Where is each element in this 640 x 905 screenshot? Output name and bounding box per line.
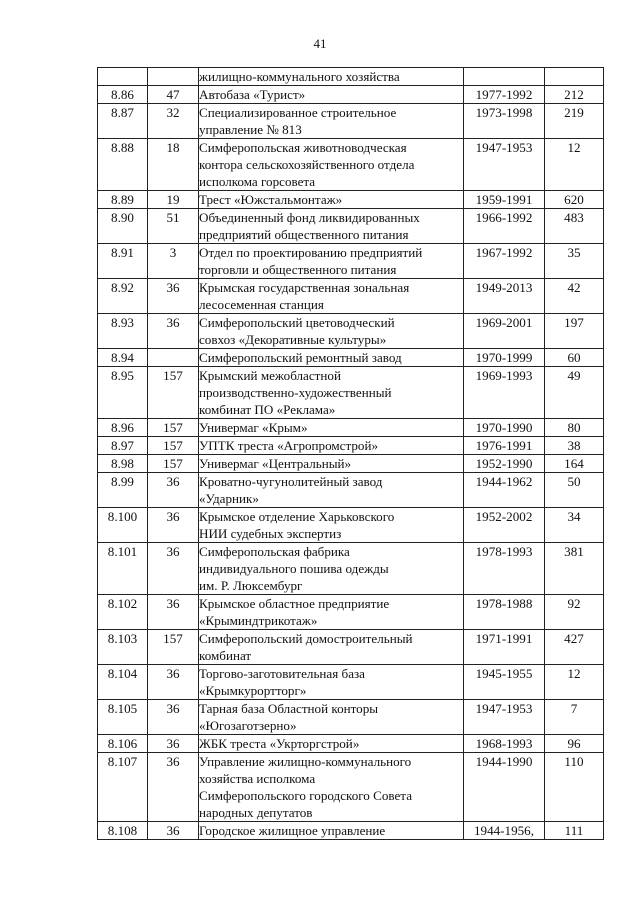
date-range: 1947-1953 — [464, 139, 545, 191]
date-range: 1976-1991 — [464, 437, 545, 455]
entry-number: 8.91 — [98, 244, 148, 279]
file-count: 620 — [545, 191, 604, 209]
fund-number — [148, 349, 199, 367]
entry-number: 8.87 — [98, 104, 148, 139]
entry-name-line: Крымское областное предприятие — [199, 596, 390, 611]
entry-name-line: «Ударник» — [199, 491, 259, 506]
table-row — [98, 665, 604, 700]
table-row — [98, 86, 604, 104]
entry-number: 8.99 — [98, 473, 148, 508]
table-row — [98, 735, 604, 753]
entry-name-line: Управление жилищно-коммунального — [199, 754, 412, 769]
entry-number: 8.96 — [98, 419, 148, 437]
entry-number: 8.102 — [98, 595, 148, 630]
entry-name-line: Универмаг «Центральный» — [199, 456, 352, 471]
date-range: 1970-1990 — [464, 419, 545, 437]
date-range: 1967-1992 — [464, 244, 545, 279]
entry-name — [199, 735, 464, 753]
entry-number: 8.88 — [98, 139, 148, 191]
file-count: 12 — [545, 665, 604, 700]
file-count: 12 — [545, 139, 604, 191]
entry-name-line: Тарная база Областной конторы — [199, 701, 379, 716]
date-range: 1973-1998 — [464, 104, 545, 139]
entry-name-line: Универмаг «Крым» — [199, 420, 308, 435]
file-count: 427 — [545, 630, 604, 665]
fund-number: 36 — [148, 822, 199, 840]
date-range: 1945-1955 — [464, 665, 545, 700]
table-row — [98, 279, 604, 314]
entry-name — [199, 595, 464, 630]
file-count: 381 — [545, 543, 604, 595]
entry-name-line: НИИ судебных экспертиз — [199, 526, 342, 541]
table-row-continuation — [98, 68, 604, 86]
table-row — [98, 419, 604, 437]
entry-number: 8.89 — [98, 191, 148, 209]
date-range: 1952-2002 — [464, 508, 545, 543]
table-row — [98, 139, 604, 191]
file-count: 111 — [545, 822, 604, 840]
entry-name-line: совхоз «Декоративные культуры» — [199, 332, 387, 347]
entry-name-line: Симферопольская фабрика — [199, 544, 350, 559]
file-count: 35 — [545, 244, 604, 279]
file-count: 80 — [545, 419, 604, 437]
file-count: 34 — [545, 508, 604, 543]
entry-name — [199, 700, 464, 735]
table-row — [98, 543, 604, 595]
entry-name-line: Городское жилищное управление — [199, 823, 386, 838]
fund-number: 51 — [148, 209, 199, 244]
entry-name-line: Автобаза «Турист» — [199, 87, 306, 102]
entry-number: 8.101 — [98, 543, 148, 595]
fund-number: 157 — [148, 437, 199, 455]
fund-number: 47 — [148, 86, 199, 104]
file-count: 164 — [545, 455, 604, 473]
entry-name-line: ЖБК треста «Укрторгстрой» — [199, 736, 360, 751]
entry-number: 8.95 — [98, 367, 148, 419]
entry-name-line: Кроватно-чугунолитейный завод — [199, 474, 383, 489]
date-range: 1966-1992 — [464, 209, 545, 244]
date-range: 1947-1953 — [464, 700, 545, 735]
date-range: 1944-1956, — [464, 822, 545, 840]
table-row — [98, 822, 604, 840]
entry-name-line: «Крымкурортторг» — [199, 683, 307, 698]
date-range: 1952-1990 — [464, 455, 545, 473]
entry-number: 8.103 — [98, 630, 148, 665]
file-count: 38 — [545, 437, 604, 455]
entry-name — [199, 753, 464, 822]
cell-years — [464, 68, 545, 86]
entry-name — [199, 665, 464, 700]
file-count: 7 — [545, 700, 604, 735]
file-count: 197 — [545, 314, 604, 349]
entry-name — [199, 367, 464, 419]
fund-number: 36 — [148, 735, 199, 753]
table-row — [98, 367, 604, 419]
fund-number: 18 — [148, 139, 199, 191]
cell-count — [545, 68, 604, 86]
entry-name-line: «Крыминдтрикотаж» — [199, 613, 318, 628]
entry-name-line: хозяйства исполкома — [199, 771, 316, 786]
entry-number: 8.108 — [98, 822, 148, 840]
fund-number: 32 — [148, 104, 199, 139]
entry-name-line: производственно-художественный — [199, 385, 392, 400]
entry-name-line: Симферопольского городского Совета — [199, 788, 413, 803]
date-range: 1971-1991 — [464, 630, 545, 665]
fund-number: 36 — [148, 279, 199, 314]
entry-number: 8.90 — [98, 209, 148, 244]
entry-name-line: индивидуального пошива одежды — [199, 561, 389, 576]
entry-number: 8.104 — [98, 665, 148, 700]
entry-name-line: «Югозаготзерно» — [199, 718, 297, 733]
entry-name-line: Объединенный фонд ликвидированных — [199, 210, 420, 225]
table-row — [98, 191, 604, 209]
entry-name — [199, 279, 464, 314]
date-range: 1978-1993 — [464, 543, 545, 595]
entry-name-line: Крымское отделение Харьковского — [199, 509, 395, 524]
entry-number: 8.98 — [98, 455, 148, 473]
table-row — [98, 209, 604, 244]
fund-number: 157 — [148, 630, 199, 665]
entry-name — [199, 139, 464, 191]
entry-name — [199, 86, 464, 104]
entry-number: 8.93 — [98, 314, 148, 349]
entry-name — [199, 419, 464, 437]
entry-name — [199, 314, 464, 349]
table-row — [98, 473, 604, 508]
entry-name-line: Симферопольская животноводческая — [199, 140, 407, 155]
fund-number: 36 — [148, 700, 199, 735]
date-range: 1959-1991 — [464, 191, 545, 209]
entry-name-line: управление № 813 — [199, 122, 302, 137]
entry-number: 8.107 — [98, 753, 148, 822]
file-count: 110 — [545, 753, 604, 822]
table-row — [98, 595, 604, 630]
entry-number: 8.106 — [98, 735, 148, 753]
date-range: 1944-1962 — [464, 473, 545, 508]
entry-name — [199, 244, 464, 279]
fund-number: 157 — [148, 455, 199, 473]
entry-name-line: Симферопольский домостроительный — [199, 631, 413, 646]
file-count: 49 — [545, 367, 604, 419]
file-count: 50 — [545, 473, 604, 508]
date-range: 1969-1993 — [464, 367, 545, 419]
entry-name — [199, 455, 464, 473]
entry-name-line: контора сельскохозяйственного отдела — [199, 157, 415, 172]
table-row — [98, 104, 604, 139]
date-range: 1968-1993 — [464, 735, 545, 753]
file-count: 92 — [545, 595, 604, 630]
fund-number: 36 — [148, 508, 199, 543]
date-range: 1977-1992 — [464, 86, 545, 104]
entry-name-line: Специализированное строительное — [199, 105, 397, 120]
table-row — [98, 244, 604, 279]
entry-number: 8.92 — [98, 279, 148, 314]
fund-number: 3 — [148, 244, 199, 279]
file-count: 42 — [545, 279, 604, 314]
table-row — [98, 508, 604, 543]
entry-name — [199, 630, 464, 665]
entry-name — [199, 191, 464, 209]
table-row — [98, 700, 604, 735]
entry-name-line: Симферопольский цветоводческий — [199, 315, 395, 330]
entry-name-line: Отдел по проектированию предприятий — [199, 245, 423, 260]
archive-table — [97, 67, 604, 840]
fund-number: 36 — [148, 753, 199, 822]
table-row — [98, 314, 604, 349]
fund-number: 157 — [148, 419, 199, 437]
table-row — [98, 349, 604, 367]
date-range: 1969-2001 — [464, 314, 545, 349]
file-count: 96 — [545, 735, 604, 753]
entry-name — [199, 349, 464, 367]
cell-num — [98, 68, 148, 86]
entry-name-line: Симферопольский ремонтный завод — [199, 350, 402, 365]
entry-name-line: комбинат ПО «Реклама» — [199, 402, 336, 417]
entry-name — [199, 822, 464, 840]
entry-name — [199, 104, 464, 139]
entry-name-line: лесосеменная станция — [199, 297, 324, 312]
table-row — [98, 437, 604, 455]
entry-number: 8.94 — [98, 349, 148, 367]
fund-number: 36 — [148, 314, 199, 349]
fund-number: 19 — [148, 191, 199, 209]
entry-name-line: Крымская государственная зональная — [199, 280, 410, 295]
entry-number: 8.86 — [98, 86, 148, 104]
entry-name-line: им. Р. Люксембург — [199, 578, 303, 593]
entry-number: 8.97 — [98, 437, 148, 455]
entry-name — [199, 543, 464, 595]
entry-name — [199, 437, 464, 455]
entry-name — [199, 473, 464, 508]
date-range: 1949-2013 — [464, 279, 545, 314]
entry-name-line: Трест «Южстальмонтаж» — [199, 192, 343, 207]
file-count: 60 — [545, 349, 604, 367]
entry-name-line: УПТК треста «Агропромстрой» — [199, 438, 379, 453]
fund-number: 36 — [148, 543, 199, 595]
continuation-text: жилищно-коммунального хозяйства — [199, 68, 464, 86]
entry-number: 8.100 — [98, 508, 148, 543]
date-range: 1970-1999 — [464, 349, 545, 367]
fund-number: 36 — [148, 665, 199, 700]
fund-number: 157 — [148, 367, 199, 419]
fund-number: 36 — [148, 473, 199, 508]
date-range: 1978-1988 — [464, 595, 545, 630]
entry-name-line: исполкома горсовета — [199, 174, 316, 189]
entry-name-line: предприятий общественного питания — [199, 227, 409, 242]
cell-fund — [148, 68, 199, 86]
entry-number: 8.105 — [98, 700, 148, 735]
table-row — [98, 753, 604, 822]
file-count: 219 — [545, 104, 604, 139]
fund-number: 36 — [148, 595, 199, 630]
entry-name-line: Торгово-заготовительная база — [199, 666, 365, 681]
table-row — [98, 455, 604, 473]
entry-name-line: комбинат — [199, 648, 252, 663]
date-range: 1944-1990 — [464, 753, 545, 822]
entry-name-line: торговли и общественного питания — [199, 262, 397, 277]
entry-name — [199, 209, 464, 244]
file-count: 483 — [545, 209, 604, 244]
file-count: 212 — [545, 86, 604, 104]
entry-name-line: Крымский межобластной — [199, 368, 341, 383]
entry-name-line: народных депутатов — [199, 805, 313, 820]
table-row — [98, 630, 604, 665]
page-number: 41 — [313, 36, 327, 51]
entry-name — [199, 508, 464, 543]
